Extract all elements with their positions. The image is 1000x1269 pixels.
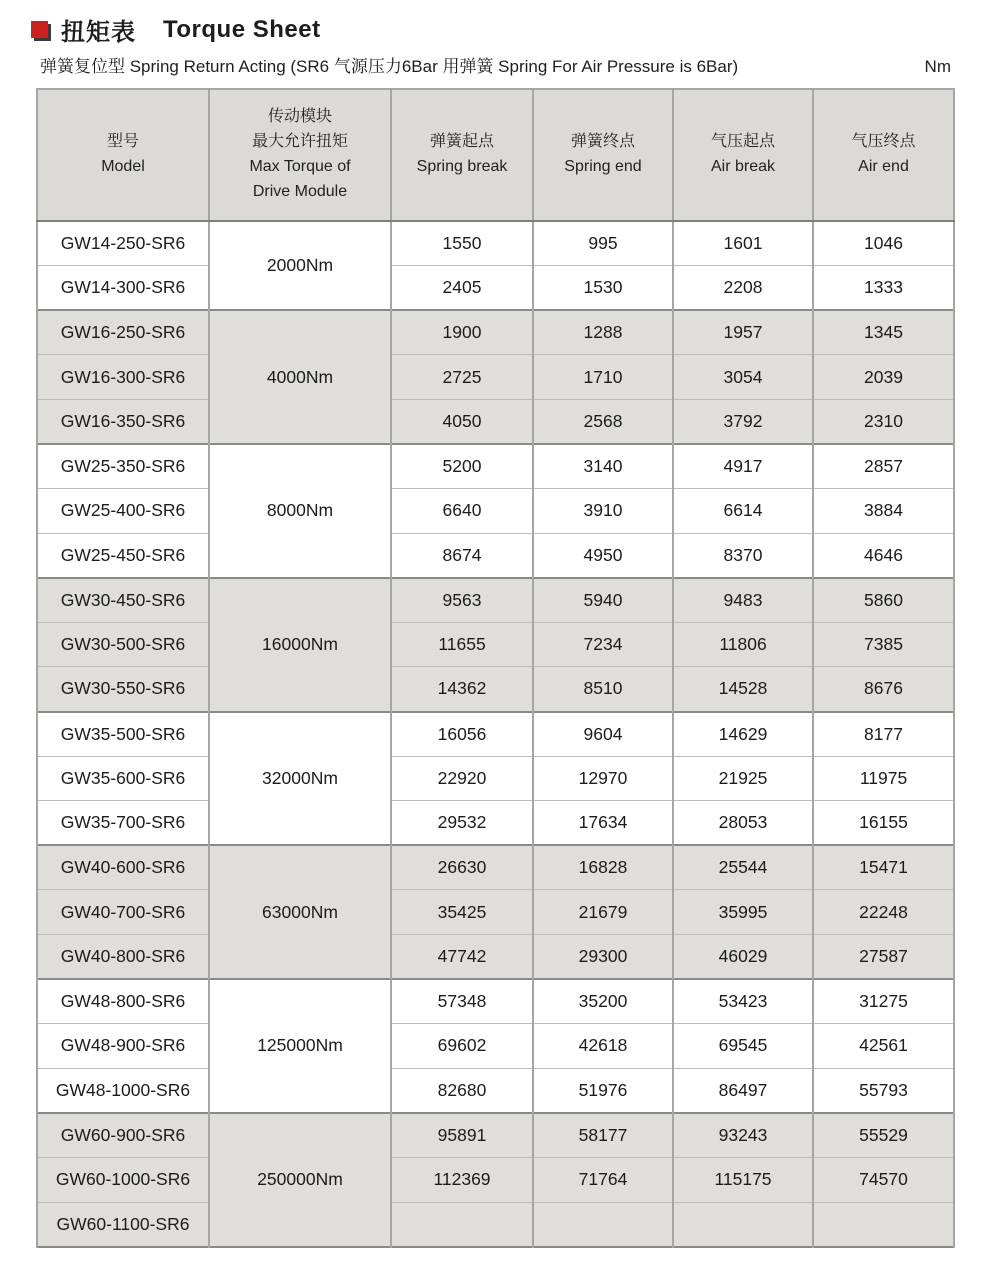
max-torque-cell: 63000Nm: [209, 845, 391, 979]
value-cell-air-break: 115175: [673, 1157, 813, 1202]
value-cell-air-end: 2310: [813, 399, 954, 444]
value-cell-air-break: 14629: [673, 712, 813, 757]
value-cell-spring-break: 16056: [391, 712, 533, 757]
value-cell-spring-end: 2568: [533, 399, 673, 444]
value-cell-spring-break: 69602: [391, 1024, 533, 1069]
column-header-line: Model: [101, 158, 145, 175]
column-header-line: Max Torque of: [249, 158, 351, 175]
table-row: [37, 1068, 954, 1113]
value-cell-air-break: 46029: [673, 935, 813, 980]
value-cell-spring-break: 5200: [391, 444, 533, 489]
value-cell-air-end: 11975: [813, 756, 954, 801]
value-cell-spring-break: 8674: [391, 533, 533, 578]
value-cell-air-break: 4917: [673, 444, 813, 489]
value-cell-spring-break: 47742: [391, 935, 533, 980]
column-header-line: 最大允许扭矩: [251, 133, 348, 151]
value-cell-spring-break: 2725: [391, 355, 533, 400]
value-cell-air-break: 25544: [673, 845, 813, 890]
table-row: [37, 667, 954, 712]
column-header-line: Drive Module: [252, 182, 348, 200]
value-cell-air-end: 15471: [813, 845, 954, 890]
column-header-line: Spring end: [564, 158, 642, 175]
value-cell-air-break: 1601: [673, 221, 813, 266]
value-cell-air-break: 3792: [673, 399, 813, 444]
value-cell-air-break: 3054: [673, 355, 813, 400]
value-cell-spring-break: 11655: [391, 622, 533, 667]
value-cell-air-end: 3884: [813, 489, 954, 534]
value-cell-air-break: 1957: [673, 310, 813, 355]
table-row: [37, 310, 954, 355]
model-cell: GW16-300-SR6: [37, 355, 209, 400]
table-row: [37, 578, 954, 623]
value-cell-spring-break: 35425: [391, 890, 533, 935]
value-cell-air-break: [673, 1202, 813, 1247]
model-cell: GW14-250-SR6: [37, 221, 209, 266]
page-title-en: Torque Sheet: [163, 15, 321, 43]
value-cell-air-end: 74570: [813, 1157, 954, 1202]
column-header-line: 型号: [106, 133, 139, 151]
table-row: [37, 489, 954, 534]
red-square-bullet-icon: [31, 21, 48, 38]
value-cell-spring-end: 29300: [533, 935, 673, 980]
value-cell-spring-break: 1900: [391, 310, 533, 355]
value-cell-spring-break: 82680: [391, 1068, 533, 1113]
value-cell-air-end: 8676: [813, 667, 954, 712]
model-cell: GW35-500-SR6: [37, 712, 209, 757]
model-cell: GW25-350-SR6: [37, 444, 209, 489]
column-header-line: 弹簧终点: [570, 133, 635, 151]
value-cell-spring-break: 9563: [391, 578, 533, 623]
value-cell-spring-end: 3140: [533, 444, 673, 489]
max-torque-cell: 32000Nm: [209, 712, 391, 846]
value-cell-air-end: 8177: [813, 712, 954, 757]
max-torque-cell: 16000Nm: [209, 578, 391, 712]
value-cell-spring-end: 5940: [533, 578, 673, 623]
header-row: [37, 89, 954, 221]
value-cell-spring-end: 4950: [533, 533, 673, 578]
value-cell-spring-break: 2405: [391, 266, 533, 311]
table-row: [37, 1024, 954, 1069]
column-header-line: Air end: [858, 158, 909, 175]
value-cell-spring-end: 995: [533, 221, 673, 266]
value-cell-air-end: 31275: [813, 979, 954, 1024]
column-header-line: 气压起点: [710, 133, 775, 151]
value-cell-air-break: 93243: [673, 1113, 813, 1158]
column-header-spring-end: [533, 89, 673, 221]
value-cell-air-end: 55793: [813, 1068, 954, 1113]
value-cell-spring-end: 21679: [533, 890, 673, 935]
value-cell-air-end: 27587: [813, 935, 954, 980]
column-header-line: 弹簧起点: [429, 133, 494, 151]
value-cell-air-break: 35995: [673, 890, 813, 935]
value-cell-spring-end: 1710: [533, 355, 673, 400]
model-cell: GW35-600-SR6: [37, 756, 209, 801]
model-cell: GW60-1100-SR6: [37, 1202, 209, 1247]
value-cell-spring-end: 71764: [533, 1157, 673, 1202]
value-cell-air-break: 9483: [673, 578, 813, 623]
page-title: [31, 12, 321, 47]
value-cell-air-end: 16155: [813, 801, 954, 846]
value-cell-air-break: 6614: [673, 489, 813, 534]
value-cell-spring-end: 1288: [533, 310, 673, 355]
value-cell-air-break: 8370: [673, 533, 813, 578]
model-cell: GW40-800-SR6: [37, 935, 209, 980]
value-cell-air-break: 11806: [673, 622, 813, 667]
column-header-line: Spring break: [416, 158, 508, 175]
subtitle-row: [40, 52, 953, 77]
table-header: [37, 89, 954, 221]
value-cell-spring-end: 7234: [533, 622, 673, 667]
value-cell-spring-break: [391, 1202, 533, 1247]
value-cell-spring-end: 9604: [533, 712, 673, 757]
value-cell-air-end: 42561: [813, 1024, 954, 1069]
value-cell-air-end: 1333: [813, 266, 954, 311]
value-cell-air-end: 2039: [813, 355, 954, 400]
max-torque-cell: 4000Nm: [209, 310, 391, 444]
table-row: [37, 845, 954, 890]
page-title-zh: 扭矩表: [61, 19, 136, 46]
table-row: [37, 935, 954, 980]
max-torque-cell: 250000Nm: [209, 1113, 391, 1247]
value-cell-air-end: 5860: [813, 578, 954, 623]
value-cell-air-break: 69545: [673, 1024, 813, 1069]
value-cell-spring-break: 6640: [391, 489, 533, 534]
model-cell: GW30-450-SR6: [37, 578, 209, 623]
column-header-max-torque: [209, 89, 391, 221]
value-cell-air-end: 22248: [813, 890, 954, 935]
subtitle-text: 弹簧复位型 Spring Return Acting (SR6 气源压力6Bar 用弹簧 Spring For Air Pressure is 6Bar): [40, 57, 739, 76]
table-row: [37, 801, 954, 846]
table-row: [37, 1202, 954, 1247]
table-row: [37, 1113, 954, 1158]
model-cell: GW16-250-SR6: [37, 310, 209, 355]
value-cell-spring-break: 14362: [391, 667, 533, 712]
model-cell: GW48-900-SR6: [37, 1024, 209, 1069]
model-cell: GW40-700-SR6: [37, 890, 209, 935]
value-cell-air-end: 55529: [813, 1113, 954, 1158]
column-header-model: [37, 89, 209, 221]
table-row: [37, 890, 954, 935]
value-cell-air-break: 28053: [673, 801, 813, 846]
table-row: [37, 444, 954, 489]
value-cell-spring-break: 22920: [391, 756, 533, 801]
value-cell-spring-end: 12970: [533, 756, 673, 801]
value-cell-spring-break: 57348: [391, 979, 533, 1024]
value-cell-spring-end: 1530: [533, 266, 673, 311]
model-cell: GW35-700-SR6: [37, 801, 209, 846]
model-cell: GW14-300-SR6: [37, 266, 209, 311]
table-row: [37, 756, 954, 801]
value-cell-spring-end: 8510: [533, 667, 673, 712]
column-header-line: Air break: [710, 158, 776, 175]
value-cell-air-end: 4646: [813, 533, 954, 578]
max-torque-cell: 8000Nm: [209, 444, 391, 578]
value-cell-air-end: 7385: [813, 622, 954, 667]
model-cell: GW30-550-SR6: [37, 667, 209, 712]
table-row: [37, 979, 954, 1024]
model-cell: GW25-450-SR6: [37, 533, 209, 578]
value-cell-spring-break: 95891: [391, 1113, 533, 1158]
max-torque-cell: 125000Nm: [209, 979, 391, 1113]
value-cell-air-end: 2857: [813, 444, 954, 489]
value-cell-spring-end: 17634: [533, 801, 673, 846]
unit-label: Nm: [924, 57, 951, 76]
model-cell: GW60-1000-SR6: [37, 1157, 209, 1202]
table-row: [37, 221, 954, 266]
table-body: [37, 221, 954, 1247]
value-cell-air-end: [813, 1202, 954, 1247]
column-header-spring-break: [391, 89, 533, 221]
value-cell-spring-end: 3910: [533, 489, 673, 534]
value-cell-air-break: 86497: [673, 1068, 813, 1113]
column-header-line: 气压终点: [851, 133, 916, 151]
table-row: [37, 1157, 954, 1202]
table-row: [37, 533, 954, 578]
value-cell-spring-end: 58177: [533, 1113, 673, 1158]
model-cell: GW30-500-SR6: [37, 622, 209, 667]
table-row: [37, 399, 954, 444]
value-cell-spring-end: 35200: [533, 979, 673, 1024]
table-row: [37, 712, 954, 757]
column-header-line: 传动模块: [267, 108, 332, 126]
value-cell-spring-end: 42618: [533, 1024, 673, 1069]
column-header-air-break: [673, 89, 813, 221]
value-cell-air-end: 1046: [813, 221, 954, 266]
value-cell-spring-break: 1550: [391, 221, 533, 266]
table-row: [37, 266, 954, 311]
value-cell-spring-end: 16828: [533, 845, 673, 890]
value-cell-spring-break: 112369: [391, 1157, 533, 1202]
value-cell-spring-end: [533, 1202, 673, 1247]
model-cell: GW25-400-SR6: [37, 489, 209, 534]
torque-table: [36, 88, 955, 1248]
value-cell-spring-break: 29532: [391, 801, 533, 846]
value-cell-spring-break: 4050: [391, 399, 533, 444]
column-header-air-end: [813, 89, 954, 221]
table-row: [37, 622, 954, 667]
value-cell-spring-end: 51976: [533, 1068, 673, 1113]
max-torque-cell: 2000Nm: [209, 221, 391, 310]
value-cell-spring-break: 26630: [391, 845, 533, 890]
value-cell-air-break: 2208: [673, 266, 813, 311]
model-cell: GW48-800-SR6: [37, 979, 209, 1024]
model-cell: GW40-600-SR6: [37, 845, 209, 890]
value-cell-air-break: 21925: [673, 756, 813, 801]
table-row: [37, 355, 954, 400]
value-cell-air-end: 1345: [813, 310, 954, 355]
value-cell-air-break: 53423: [673, 979, 813, 1024]
model-cell: GW48-1000-SR6: [37, 1068, 209, 1113]
value-cell-air-break: 14528: [673, 667, 813, 712]
model-cell: GW60-900-SR6: [37, 1113, 209, 1158]
model-cell: GW16-350-SR6: [37, 399, 209, 444]
